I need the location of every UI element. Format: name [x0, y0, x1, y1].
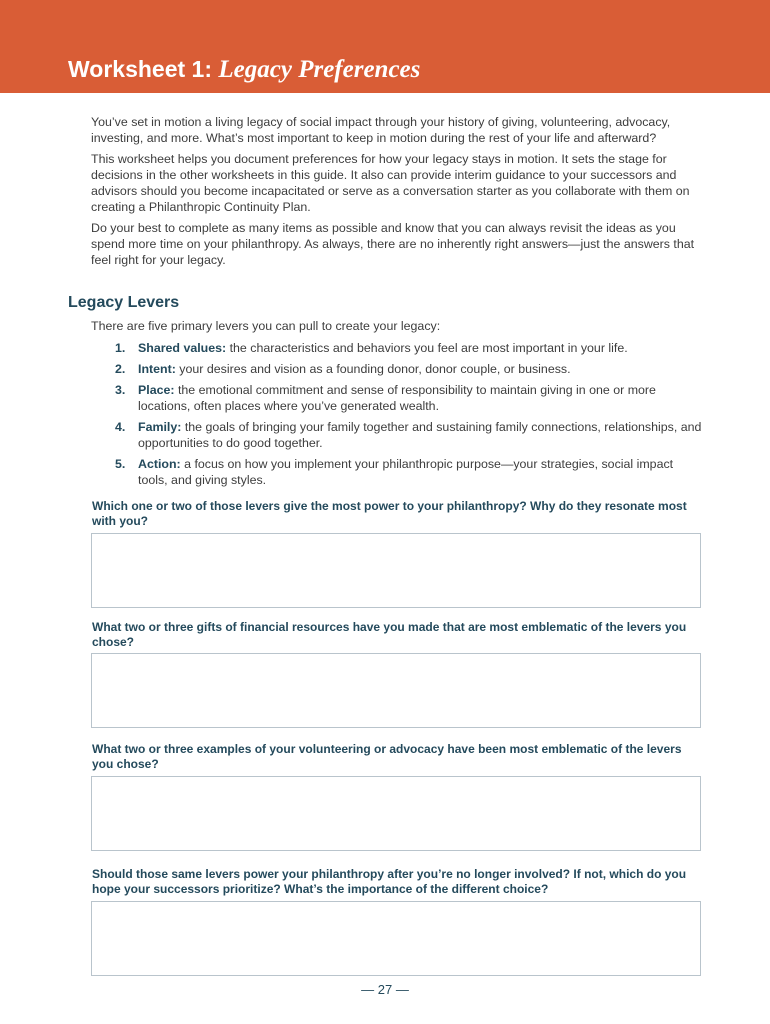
answer-field-3[interactable]: [91, 776, 701, 851]
list-item-text: the emotional commitment and sense of responsibility to maintain giving in one or more locations, often places where you’ve generated wealth.: [138, 383, 656, 413]
list-item-text: the characteristics and behaviors you feel are most important in your life.: [226, 341, 628, 355]
intro-paragraph: This worksheet helps you document preferences for how your legacy stays in motion. It sets the stage for decisions in the other worksheets in this guide. It also can provide interim guidance to your successors and advisors should you become incapacitated or serve as a conversation starter as you collaborate with them on creating a Philanthropic Continuity Plan.: [91, 152, 690, 214]
list-item-number: 1.: [115, 341, 126, 355]
levers-list: [115, 340, 705, 493]
question-2: What two or three gifts of financial resources have you made that are most emblematic of the levers you chose?: [92, 620, 687, 649]
worksheet-title-prefix: Worksheet 1:: [68, 56, 219, 82]
intro-paragraph: Do your best to complete as many items as possible and know that you can always revisit the ideas as you spend more time on your philanthropy. As always, there are no inherently right answers—just the answers that feel right for your legacy.: [91, 221, 695, 267]
list-item-term: Family:: [138, 420, 182, 434]
answer-field-1[interactable]: [91, 533, 701, 608]
list-item-term: Intent:: [138, 362, 176, 376]
list-item: [115, 419, 705, 451]
list-item-number: 2.: [115, 362, 126, 376]
list-item-number: 4.: [115, 420, 126, 434]
list-item: [115, 456, 705, 488]
intro-paragraph: You’ve set in motion a living legacy of social impact through your history of giving, volunteering, advocacy, investing, and more. What’s most important to keep in motion during the rest of your life and afterward?: [91, 115, 671, 145]
list-item-term: Place:: [138, 383, 175, 397]
list-item-term: Action:: [138, 457, 181, 471]
question-4: Should those same levers power your philanthropy after you’re no longer involved? If not, which do you hope your successors prioritize? What’s the importance of the different choice?: [92, 867, 687, 896]
answer-field-2[interactable]: [91, 653, 701, 728]
page-number: — 27 —: [361, 982, 409, 997]
list-item-number: 3.: [115, 383, 126, 397]
list-item-text: the goals of bringing your family together and sustaining family connections, relationships, and opportunities to do good together.: [138, 420, 702, 450]
list-item: [115, 361, 705, 377]
legacy-levers-heading: Legacy Levers: [68, 294, 180, 311]
list-item: [115, 340, 705, 356]
intro-section: [91, 114, 703, 273]
worksheet-title: [68, 56, 420, 84]
answer-field-4[interactable]: [91, 901, 701, 976]
list-item: [115, 382, 705, 414]
list-item-term: Shared values:: [138, 341, 227, 355]
header-banner: [0, 0, 770, 93]
legacy-levers-intro: There are five primary levers you can pull to create your legacy:: [91, 319, 441, 333]
list-item-number: 5.: [115, 457, 126, 471]
list-item-text: your desires and vision as a founding donor, donor couple, or business.: [175, 362, 571, 376]
question-3: What two or three examples of your volunteering or advocacy have been most emblematic of the levers you chose?: [92, 742, 682, 771]
question-1: Which one or two of those levers give the most power to your philanthropy? Why do they resonate most with you?: [92, 499, 687, 528]
worksheet-title-italic: Legacy Preferences: [218, 56, 421, 83]
list-item-text: a focus on how you implement your philanthropic purpose—your strategies, social impact tools, and giving styles.: [138, 457, 674, 487]
